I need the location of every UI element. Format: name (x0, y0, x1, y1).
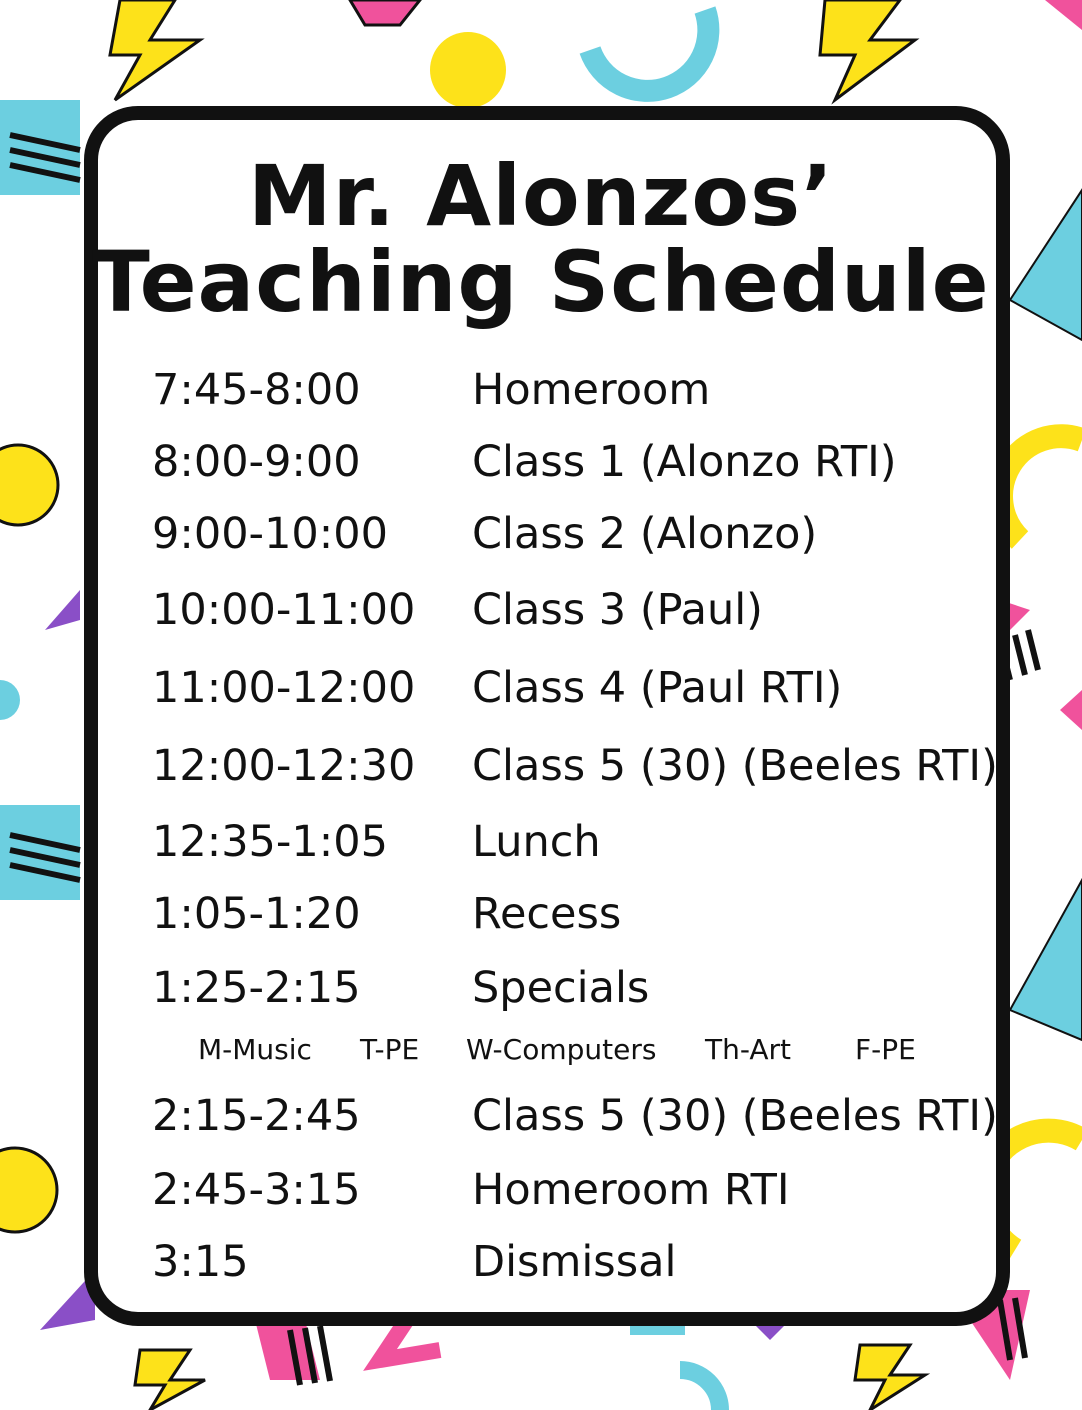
activity: Class 5 (30) (Beeles RTI) (472, 1091, 998, 1141)
time-slot: 10:00-11:00 (152, 585, 416, 635)
time-slot: 7:45-8:00 (152, 365, 361, 415)
cyan-circle (0, 680, 20, 720)
purple-triangle (45, 590, 80, 630)
time-slot: 8:00-9:00 (152, 437, 361, 487)
cyan-arc (590, 10, 708, 91)
activity: Homeroom RTI (472, 1165, 790, 1215)
activity: Dismissal (472, 1237, 677, 1287)
time-slot: 1:25-2:15 (152, 963, 361, 1013)
lightning-bolt-shape (855, 1345, 925, 1410)
schedule-row (152, 1160, 982, 1220)
activity: Specials (472, 963, 650, 1013)
title-line-2: Teaching Schedule (92, 233, 990, 331)
yellow-arc (1001, 436, 1082, 540)
schedule-row (152, 360, 982, 420)
schedule-row (152, 658, 982, 718)
time-slot: 2:45-3:15 (152, 1165, 361, 1215)
activity: Recess (472, 889, 622, 939)
specials-days (0, 1030, 1082, 1070)
pink-shape (1045, 0, 1082, 30)
schedule-row (152, 1232, 982, 1292)
pink-shape (1060, 690, 1082, 730)
time-slot: 3:15 (152, 1237, 249, 1287)
lightning-bolt-shape (110, 0, 200, 100)
activity: Class 3 (Paul) (472, 585, 763, 635)
time-slot: 11:00-12:00 (152, 663, 416, 713)
specials-day: M-Music (198, 1033, 312, 1066)
activity: Class 4 (Paul RTI) (472, 663, 843, 713)
activity: Class 5 (30) (Beeles RTI) (472, 741, 998, 791)
schedule-row (152, 958, 982, 1018)
yellow-circle (0, 445, 58, 525)
time-slot: 12:00-12:30 (152, 741, 416, 791)
time-slot: 2:15-2:45 (152, 1091, 361, 1141)
schedule-row (152, 812, 982, 872)
lightning-bolt-shape (135, 1350, 205, 1410)
schedule-row (152, 580, 982, 640)
schedule-row (152, 432, 982, 492)
yellow-circle (430, 32, 506, 108)
title-line-1: Mr. Alonzos’ (247, 147, 834, 245)
cyan-triangle (1010, 880, 1082, 1040)
activity: Homeroom (472, 365, 711, 415)
specials-day: F-PE (855, 1033, 916, 1066)
activity: Lunch (472, 817, 601, 867)
activity: Class 1 (Alonzo RTI) (472, 437, 897, 487)
schedule-row (152, 736, 998, 796)
lightning-bolt-shape (820, 0, 915, 100)
specials-day: W-Computers (466, 1033, 657, 1066)
time-slot: 1:05-1:20 (152, 889, 361, 939)
schedule-row (152, 1086, 998, 1146)
yellow-circle (0, 1148, 57, 1232)
time-slot: 9:00-10:00 (152, 509, 388, 559)
cyan-arc (680, 1370, 720, 1410)
specials-day: Th-Art (705, 1033, 791, 1066)
schedule-row (152, 504, 982, 564)
activity: Class 2 (Alonzo) (472, 509, 818, 559)
time-slot: 12:35-1:05 (152, 817, 388, 867)
specials-day: T-PE (360, 1033, 420, 1066)
schedule-row (152, 884, 982, 944)
pink-shape (350, 0, 420, 25)
